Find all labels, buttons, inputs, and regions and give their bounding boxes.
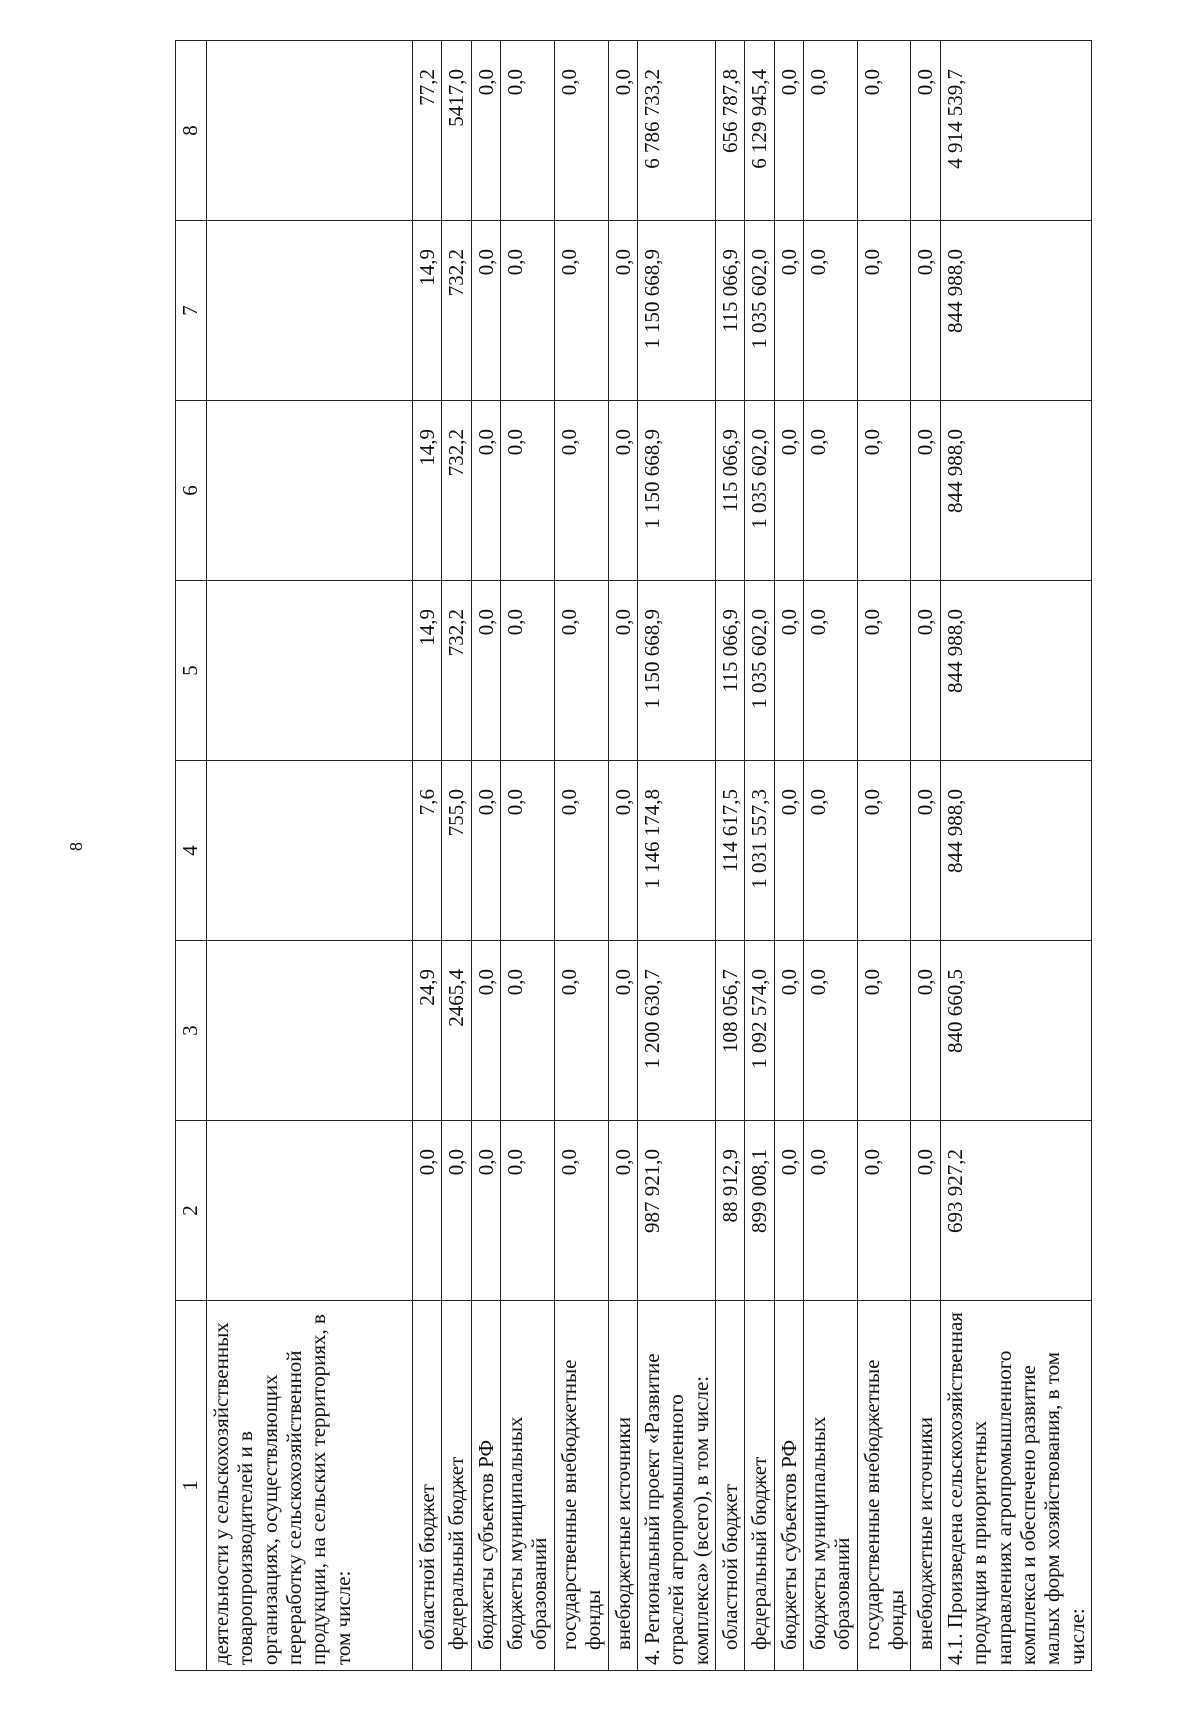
row-label: бюджеты муниципальных образований: [501, 1301, 555, 1671]
value-cell: 0,0: [804, 401, 858, 581]
value-cell: 0,0: [442, 1121, 471, 1301]
table-row: [442, 41, 471, 1671]
rotated-page: [175, 41, 1125, 1671]
value-cell: 0,0: [857, 1121, 911, 1301]
value-cell: [207, 581, 413, 761]
row-label: 4. Региональный проект «Развитие отраслей агропромышленного комплекса» (всего), в том числе:: [637, 1301, 715, 1671]
value-cell: 844 988,0: [940, 221, 1091, 401]
table-row: [608, 41, 637, 1671]
value-cell: 0,0: [608, 761, 637, 941]
value-cell: 0,0: [911, 1121, 940, 1301]
row-label: бюджеты субъектов РФ: [471, 1301, 500, 1671]
value-cell: 114 617,5: [715, 761, 744, 941]
row-label: федеральный бюджет: [442, 1301, 471, 1671]
value-cell: 0,0: [471, 581, 500, 761]
value-cell: 840 660,5: [940, 941, 1091, 1121]
value-cell: 0,0: [804, 761, 858, 941]
table-row: [637, 41, 715, 1671]
header-cell: 7: [176, 221, 207, 401]
value-cell: 0,0: [471, 221, 500, 401]
row-label: бюджеты муниципальных образований: [804, 1301, 858, 1671]
value-cell: 0,0: [857, 581, 911, 761]
row-label: бюджеты субъектов РФ: [774, 1301, 803, 1671]
value-cell: 14,9: [413, 401, 442, 581]
row-label: государственные внебюджетные фонды: [857, 1301, 911, 1671]
value-cell: 0,0: [554, 581, 608, 761]
value-cell: 0,0: [554, 221, 608, 401]
value-cell: 0,0: [774, 761, 803, 941]
value-cell: 0,0: [804, 941, 858, 1121]
value-cell: 5417,0: [442, 41, 471, 221]
value-cell: 108 056,7: [715, 941, 744, 1121]
budget-table: [175, 40, 1092, 1671]
header-row: [176, 41, 207, 1671]
header-cell: 1: [176, 1301, 207, 1671]
value-cell: 844 988,0: [940, 401, 1091, 581]
value-cell: 115 066,9: [715, 581, 744, 761]
value-cell: 732,2: [442, 581, 471, 761]
table-row: [911, 41, 940, 1671]
value-cell: 0,0: [413, 1121, 442, 1301]
value-cell: 1 150 668,9: [637, 221, 715, 401]
value-cell: 6 129 945,4: [745, 41, 774, 221]
value-cell: 0,0: [857, 761, 911, 941]
value-cell: 0,0: [501, 41, 555, 221]
value-cell: 0,0: [857, 221, 911, 401]
row-label: областной бюджет: [715, 1301, 744, 1671]
table-row: [745, 41, 774, 1671]
value-cell: 14,9: [413, 581, 442, 761]
table-row: [715, 41, 744, 1671]
value-cell: 0,0: [911, 41, 940, 221]
table-row: [804, 41, 858, 1671]
page-number: 8: [66, 842, 86, 851]
row-label: государственные внебюджетные фонды: [554, 1301, 608, 1671]
value-cell: 0,0: [471, 401, 500, 581]
header-cell: 4: [176, 761, 207, 941]
value-cell: [207, 1121, 413, 1301]
value-cell: 0,0: [608, 581, 637, 761]
table-row: [471, 41, 500, 1671]
value-cell: 0,0: [608, 401, 637, 581]
value-cell: 0,0: [774, 581, 803, 761]
value-cell: 0,0: [804, 41, 858, 221]
value-cell: [207, 221, 413, 401]
row-label: деятельности у сельскохозяйственных товаропроизводителей и в организациях, осуществляющих переработку сельскохозяйственной продукции, на сельских территориях, в том числе:: [207, 1301, 413, 1671]
value-cell: 987 921,0: [637, 1121, 715, 1301]
value-cell: 7,6: [413, 761, 442, 941]
value-cell: 0,0: [774, 41, 803, 221]
table-row: [774, 41, 803, 1671]
value-cell: 115 066,9: [715, 221, 744, 401]
value-cell: 0,0: [911, 941, 940, 1121]
row-label: внебюджетные источники: [608, 1301, 637, 1671]
header-cell: 8: [176, 41, 207, 221]
value-cell: 0,0: [857, 941, 911, 1121]
value-cell: 0,0: [608, 221, 637, 401]
value-cell: 0,0: [911, 761, 940, 941]
header-cell: 3: [176, 941, 207, 1121]
value-cell: 0,0: [554, 1121, 608, 1301]
value-cell: [207, 401, 413, 581]
value-cell: 0,0: [911, 221, 940, 401]
value-cell: 732,2: [442, 401, 471, 581]
value-cell: 0,0: [774, 941, 803, 1121]
value-cell: [207, 941, 413, 1121]
value-cell: 0,0: [501, 1121, 555, 1301]
value-cell: 0,0: [774, 401, 803, 581]
value-cell: 0,0: [554, 41, 608, 221]
value-cell: 2465,4: [442, 941, 471, 1121]
value-cell: 656 787,8: [715, 41, 744, 221]
value-cell: 1 092 574,0: [745, 941, 774, 1121]
table-row: [207, 41, 413, 1671]
value-cell: 1 150 668,9: [637, 581, 715, 761]
table-row: [413, 41, 442, 1671]
value-cell: 844 988,0: [940, 761, 1091, 941]
table-row: [501, 41, 555, 1671]
value-cell: 1 146 174,8: [637, 761, 715, 941]
value-cell: 0,0: [608, 941, 637, 1121]
value-cell: 0,0: [804, 1121, 858, 1301]
value-cell: 0,0: [471, 1121, 500, 1301]
row-label: 4.1. Произведена сельскохозяйственная продукция в приоритетных направлениях агропромышленного комплекса и обеспечено развитие малых форм хозяйствования, в том числе:: [940, 1301, 1091, 1671]
table-body: [207, 41, 1092, 1671]
value-cell: 14,9: [413, 221, 442, 401]
value-cell: 88 912,9: [715, 1121, 744, 1301]
value-cell: 755,0: [442, 761, 471, 941]
value-cell: 4 914 539,7: [940, 41, 1091, 221]
value-cell: 0,0: [554, 941, 608, 1121]
value-cell: 1 035 602,0: [745, 401, 774, 581]
value-cell: 844 988,0: [940, 581, 1091, 761]
value-cell: 0,0: [471, 41, 500, 221]
value-cell: 0,0: [471, 941, 500, 1121]
value-cell: 0,0: [554, 761, 608, 941]
value-cell: 0,0: [501, 221, 555, 401]
header-cell: 5: [176, 581, 207, 761]
value-cell: 0,0: [857, 41, 911, 221]
value-cell: 1 035 602,0: [745, 221, 774, 401]
header-cell: 6: [176, 401, 207, 581]
value-cell: 1 031 557,3: [745, 761, 774, 941]
value-cell: 0,0: [804, 221, 858, 401]
value-cell: 732,2: [442, 221, 471, 401]
value-cell: 6 786 733,2: [637, 41, 715, 221]
value-cell: 0,0: [501, 941, 555, 1121]
value-cell: 0,0: [554, 401, 608, 581]
value-cell: 0,0: [911, 581, 940, 761]
value-cell: 0,0: [774, 1121, 803, 1301]
table-row: [554, 41, 608, 1671]
value-cell: 24,9: [413, 941, 442, 1121]
table-row: [940, 41, 1091, 1671]
header-cell: 2: [176, 1121, 207, 1301]
value-cell: 0,0: [608, 41, 637, 221]
value-cell: 1 200 630,7: [637, 941, 715, 1121]
row-label: федеральный бюджет: [745, 1301, 774, 1671]
value-cell: [207, 761, 413, 941]
value-cell: 0,0: [774, 221, 803, 401]
value-cell: 0,0: [501, 581, 555, 761]
table-row: [857, 41, 911, 1671]
row-label: внебюджетные источники: [911, 1301, 940, 1671]
value-cell: 693 927,2: [940, 1121, 1091, 1301]
value-cell: 0,0: [501, 761, 555, 941]
value-cell: 1 150 668,9: [637, 401, 715, 581]
row-label: областной бюджет: [413, 1301, 442, 1671]
value-cell: 77,2: [413, 41, 442, 221]
value-cell: 1 035 602,0: [745, 581, 774, 761]
value-cell: 0,0: [911, 401, 940, 581]
value-cell: 115 066,9: [715, 401, 744, 581]
value-cell: 0,0: [857, 401, 911, 581]
value-cell: 0,0: [471, 761, 500, 941]
value-cell: 899 008,1: [745, 1121, 774, 1301]
value-cell: 0,0: [501, 401, 555, 581]
value-cell: 0,0: [608, 1121, 637, 1301]
value-cell: [207, 41, 413, 221]
value-cell: 0,0: [804, 581, 858, 761]
